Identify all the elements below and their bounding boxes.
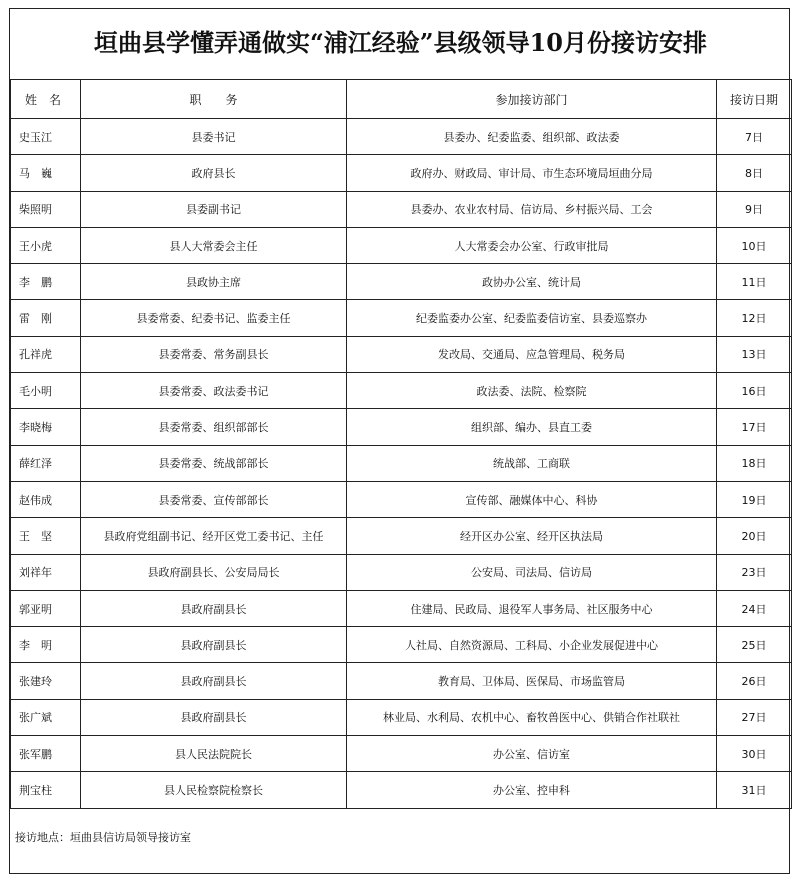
- table-row: [11, 481, 792, 517]
- cell-departments: 办公室、控申科: [347, 772, 717, 808]
- cell-position: 县委常委、纪委书记、监委主任: [81, 300, 347, 336]
- cell-name: 张军鹏: [11, 736, 81, 772]
- table-row: [11, 227, 792, 263]
- schedule-table: [10, 79, 792, 809]
- cell-date: 18日: [717, 445, 792, 481]
- cell-departments: 政协办公室、统计局: [347, 264, 717, 300]
- cell-date: 8日: [717, 155, 792, 191]
- cell-departments: 人社局、自然资源局、工科局、小企业发展促进中心: [347, 627, 717, 663]
- cell-date: 7日: [717, 119, 792, 155]
- cell-position: 县政府副县长: [81, 663, 347, 699]
- cell-date: 17日: [717, 409, 792, 445]
- table-row: [11, 518, 792, 554]
- cell-date: 31日: [717, 772, 792, 808]
- cell-position: 县委常委、统战部部长: [81, 445, 347, 481]
- cell-departments: 经开区办公室、经开区执法局: [347, 518, 717, 554]
- cell-position: 县政府副县长: [81, 699, 347, 735]
- cell-date: 20日: [717, 518, 792, 554]
- table-row: [11, 736, 792, 772]
- cell-date: 12日: [717, 300, 792, 336]
- cell-departments: 公安局、司法局、信访局: [347, 554, 717, 590]
- cell-position: 县政协主席: [81, 264, 347, 300]
- cell-position: 县人民法院院长: [81, 736, 347, 772]
- cell-name: 雷 刚: [11, 300, 81, 336]
- cell-name: 马 巍: [11, 155, 81, 191]
- cell-name: 赵伟成: [11, 481, 81, 517]
- header-departments: 参加接访部门: [347, 80, 717, 119]
- cell-position: 政府县长: [81, 155, 347, 191]
- table-row: [11, 699, 792, 735]
- cell-departments: 政法委、法院、检察院: [347, 373, 717, 409]
- cell-departments: 纪委监委办公室、纪委监委信访室、县委巡察办: [347, 300, 717, 336]
- cell-departments: 办公室、信访室: [347, 736, 717, 772]
- cell-position: 县委常委、常务副县长: [81, 336, 347, 372]
- table-row: [11, 119, 792, 155]
- cell-name: 王 坚: [11, 518, 81, 554]
- cell-date: 10日: [717, 227, 792, 263]
- cell-position: 县委常委、组织部部长: [81, 409, 347, 445]
- cell-position: 县政府副县长: [81, 590, 347, 626]
- cell-departments: 发改局、交通局、应急管理局、税务局: [347, 336, 717, 372]
- table-row: [11, 300, 792, 336]
- cell-name: 李晓梅: [11, 409, 81, 445]
- cell-departments: 统战部、工商联: [347, 445, 717, 481]
- cell-position: 县政府党组副书记、经开区党工委书记、主任: [81, 518, 347, 554]
- cell-date: 13日: [717, 336, 792, 372]
- table-row: [11, 554, 792, 590]
- cell-date: 25日: [717, 627, 792, 663]
- cell-name: 李 明: [11, 627, 81, 663]
- cell-departments: 政府办、财政局、审计局、市生态环境局垣曲分局: [347, 155, 717, 191]
- cell-name: 孔祥虎: [11, 336, 81, 372]
- visit-location-note: 接访地点：垣曲县信访局领导接访室: [15, 831, 191, 844]
- cell-date: 24日: [717, 590, 792, 626]
- cell-name: 张建玲: [11, 663, 81, 699]
- cell-departments: 组织部、编办、县直工委: [347, 409, 717, 445]
- cell-date: 11日: [717, 264, 792, 300]
- table-row: [11, 627, 792, 663]
- cell-name: 毛小明: [11, 373, 81, 409]
- table-row: [11, 772, 792, 808]
- cell-date: 19日: [717, 481, 792, 517]
- table-row: [11, 590, 792, 626]
- table-row: [11, 663, 792, 699]
- cell-name: 荆宝柱: [11, 772, 81, 808]
- table-row: [11, 191, 792, 227]
- header-date: 接访日期: [717, 80, 792, 119]
- cell-position: 县委常委、政法委书记: [81, 373, 347, 409]
- cell-departments: 宣传部、融媒体中心、科协: [347, 481, 717, 517]
- cell-date: 9日: [717, 191, 792, 227]
- cell-position: 县委书记: [81, 119, 347, 155]
- cell-position: 县委副书记: [81, 191, 347, 227]
- header-position: 职 务: [81, 80, 347, 119]
- cell-name: 史玉江: [11, 119, 81, 155]
- table-row: [11, 409, 792, 445]
- header-name: 姓 名: [11, 80, 81, 119]
- cell-departments: 住建局、民政局、退役军人事务局、社区服务中心: [347, 590, 717, 626]
- table-row: [11, 264, 792, 300]
- cell-name: 郭亚明: [11, 590, 81, 626]
- cell-position: 县政府副县长: [81, 627, 347, 663]
- cell-name: 张广斌: [11, 699, 81, 735]
- table-header-row: [11, 80, 792, 119]
- cell-date: 30日: [717, 736, 792, 772]
- cell-departments: 林业局、水利局、农机中心、畜牧兽医中心、供销合作社联社: [347, 699, 717, 735]
- document-frame: [9, 8, 790, 874]
- table-row: [11, 373, 792, 409]
- cell-name: 柴照明: [11, 191, 81, 227]
- cell-position: 县人民检察院检察长: [81, 772, 347, 808]
- cell-date: 26日: [717, 663, 792, 699]
- cell-date: 16日: [717, 373, 792, 409]
- cell-position: 县人大常委会主任: [81, 227, 347, 263]
- cell-name: 薛红泽: [11, 445, 81, 481]
- cell-date: 23日: [717, 554, 792, 590]
- page-title: 垣曲县学懂弄通做实“浦江经验”县级领导10月份接访安排: [93, 28, 707, 57]
- table-row: [11, 155, 792, 191]
- cell-name: 刘祥年: [11, 554, 81, 590]
- cell-departments: 教育局、卫体局、医保局、市场监管局: [347, 663, 717, 699]
- cell-departments: 县委办、纪委监委、组织部、政法委: [347, 119, 717, 155]
- table-row: [11, 336, 792, 372]
- cell-departments: 县委办、农业农村局、信访局、乡村振兴局、工会: [347, 191, 717, 227]
- cell-name: 王小虎: [11, 227, 81, 263]
- cell-date: 27日: [717, 699, 792, 735]
- cell-departments: 人大常委会办公室、行政审批局: [347, 227, 717, 263]
- cell-position: 县政府副县长、公安局局长: [81, 554, 347, 590]
- cell-name: 李 鹏: [11, 264, 81, 300]
- cell-position: 县委常委、宣传部部长: [81, 481, 347, 517]
- table-row: [11, 445, 792, 481]
